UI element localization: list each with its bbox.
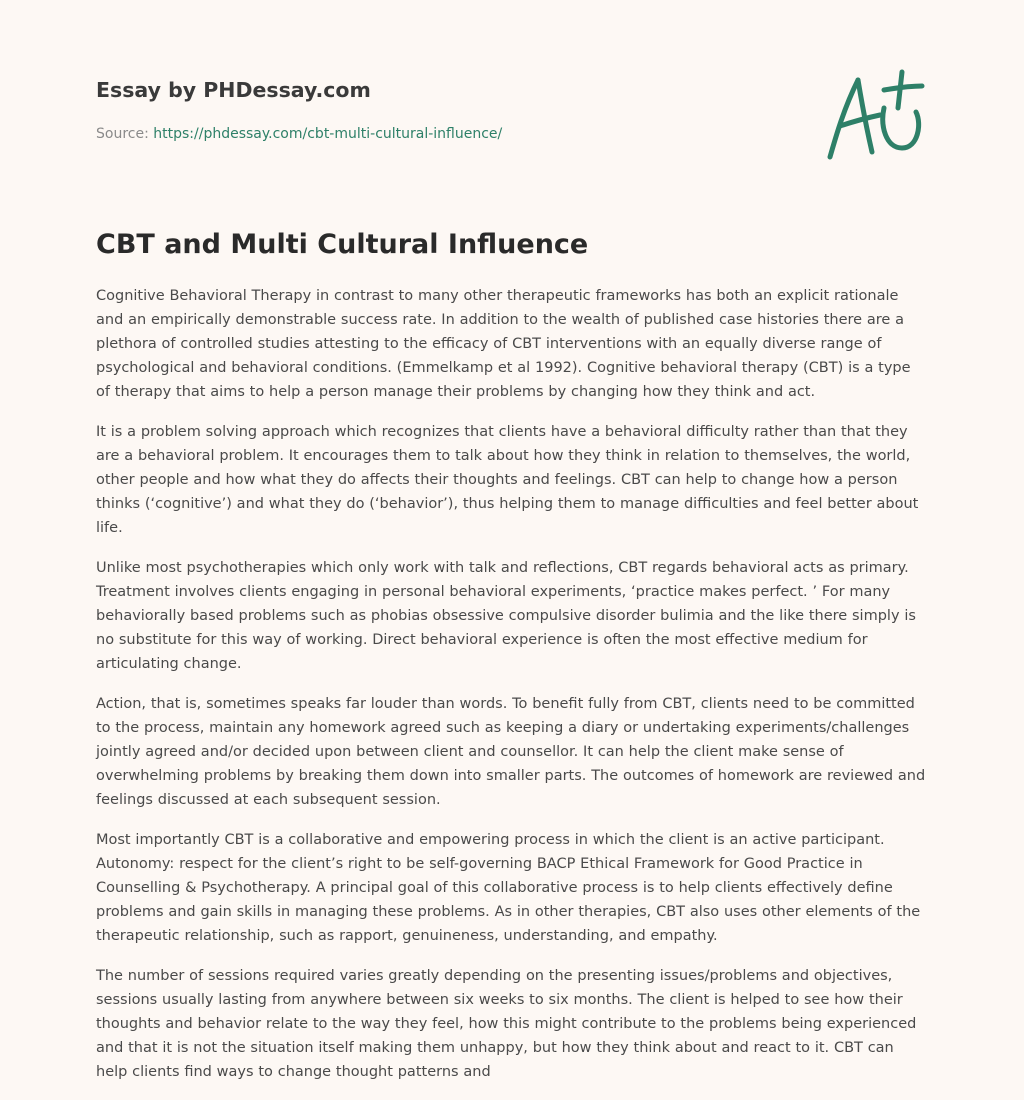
essay-body (96, 284, 928, 1100)
source-link[interactable]: https://phdessay.com/cbt-multi-cultural-influence/ (153, 126, 503, 142)
essay-paragraph: Unlike most psychotherapies which only work with talk and reflections, CBT regards behavioral acts as primary. Treatment involves clients engaging in personal behavioral experiments, ‘practice makes perfect. ’ For many behaviorally based problems such as phobias obsessive compulsive disorder bulimia and the like there simply is no substitute for this way of working. Direct behavioral experience is often the most effective medium for articulating change. (96, 560, 916, 672)
source-line (96, 124, 502, 144)
site-title: Essay by PHDessay.com (96, 78, 371, 102)
source-label: Source: (96, 126, 149, 142)
essay-paragraph: Action, that is, sometimes speaks far louder than words. To benefit fully from CBT, clients need to be committed to the process, maintain any homework agreed such as keeping a diary or undertaking experiments/challenges jointly agreed and/or decided upon between client and counsellor. It can help the client make sense of overwhelming problems by breaking them down into smaller parts. The outcomes of homework are reviewed and feelings discussed at each subsequent session. (96, 696, 926, 808)
essay-title: CBT and Multi Cultural Influence (96, 229, 589, 260)
essay-paragraph: Cognitive Behavioral Therapy in contrast to many other therapeutic frameworks has both an explicit rationale and an empirically demonstrable success rate. In addition to the wealth of published case histories there are a plethora of controlled studies attesting to the efficacy of CBT interventions with an equally diverse range of psychological and behavioral conditions. (Emmelkamp et al 1992). Cognitive behavioral therapy (CBT) is a type of therapy that aims to help a person manage their problems by changing how they think and act. (96, 288, 911, 400)
a-plus-logo-icon (822, 68, 928, 164)
essay-paragraph: It is a problem solving approach which recognizes that clients have a behavioral difficulty rather than that they are a behavioral problem. It encourages them to talk about how they think in relation to themselves, the world, other people and how what they do affects their thoughts and feelings. CBT can help to change how a person thinks (‘cognitive’) and what they do (‘behavior’), thus helping them to manage difficulties and feel better about life. (96, 424, 919, 536)
essay-paragraph: The number of sessions required varies greatly depending on the presenting issues/problems and objectives, sessions usually lasting from anywhere between six weeks to six months. The client is helped to see how their thoughts and behavior relate to the way they feel, how this might contribute to the problems being experienced and that it is not the situation itself making them unhappy, but how they think about and react to it. CBT can help clients find ways to change thought patterns and (96, 968, 917, 1080)
essay-paragraph: Most importantly CBT is a collaborative and empowering process in which the client is an active participant. Autonomy: respect for the client’s right to be self-governing BACP Ethical Framework for Good Practice in Counselling & Psychotherapy. A principal goal of this collaborative process is to help clients effectively define problems and gain skills in managing these problems. As in other therapies, CBT also uses other elements of the therapeutic relationship, such as rapport, genuineness, understanding, and empathy. (96, 832, 921, 944)
